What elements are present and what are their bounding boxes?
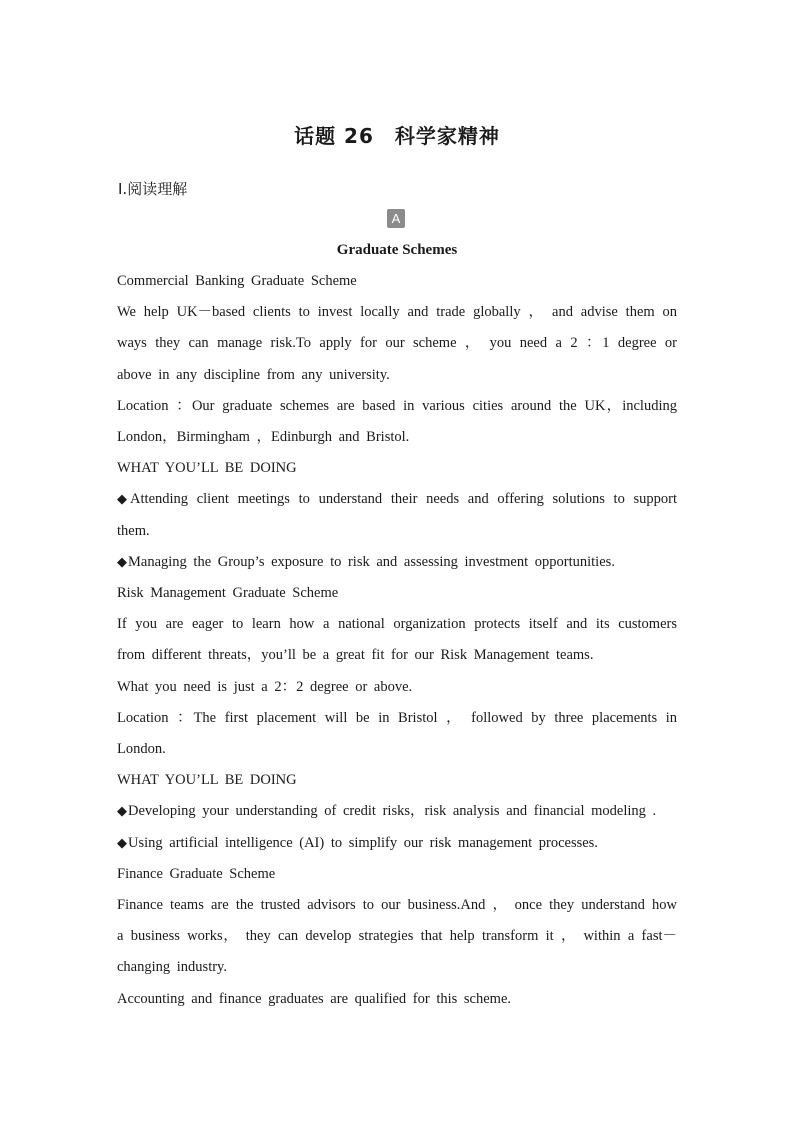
section-label: Ⅰ.阅读理解 bbox=[118, 180, 188, 198]
page-title: 话题 26 科学家精神 bbox=[294, 124, 500, 148]
paragraph-risk-management-location: Location ：The first placement will be in Bristol ， followed by three placements in London. bbox=[117, 709, 677, 758]
passage-title: Graduate Schemes bbox=[336, 242, 458, 258]
scheme-heading-risk-management: Risk Management Graduate Scheme bbox=[117, 585, 339, 602]
bullet-item: ◆ Managing the Group’s exposure to risk and assessing investment opportunities. bbox=[117, 547, 677, 578]
bullet-item: ◆ Using artificial intelligence (AI) to simplify our risk management processes. bbox=[117, 828, 677, 859]
scheme-heading-commercial-banking: Commercial Banking Graduate Scheme bbox=[117, 273, 357, 289]
paragraph-risk-management-intro: If you are eager to learn how a national organization protects itself and its customers from different threats，you’ll be a great fit for our Risk Management teams. bbox=[117, 616, 677, 664]
bullet-item: ◆ Developing your understanding of credit risks，risk analysis and financial modeling . bbox=[117, 796, 677, 827]
bullet-item: ◆ Attending client meetings to understand their needs and offering solutions to support them. bbox=[117, 484, 677, 546]
passage-body bbox=[117, 266, 677, 1015]
passage-badge: A bbox=[387, 209, 405, 228]
paragraph-commercial-banking-intro: We help UK－based clients to invest locally and trade globally ， and advise them on ways they can manage risk.To apply for our scheme ， you need a 2 ：1 degree or above in any discipline from any university. bbox=[117, 304, 677, 383]
paragraph-commercial-banking-location: Location ：Our graduate schemes are based in various cities around the UK，including London，Birmingham ，Edinburgh and Bristol. bbox=[117, 397, 677, 446]
scheme-heading-finance: Finance Graduate Scheme bbox=[117, 865, 276, 882]
paragraph-finance-intro: Finance teams are the trusted advisors to our business.And ， once they understand how a business works， they can develop strategies that help transform it ， within a fast－changing industry. bbox=[117, 897, 677, 976]
paragraph-risk-management-requirement: What you need is just a 2：2 degree or above. bbox=[117, 678, 413, 695]
paragraph-finance-requirement: Accounting and finance graduates are qualified for this scheme. bbox=[117, 990, 512, 1007]
what-you-will-be-doing-heading: WHAT YOU’LL BE DOING bbox=[117, 460, 297, 477]
what-you-will-be-doing-heading: WHAT YOU’LL BE DOING bbox=[117, 772, 297, 789]
